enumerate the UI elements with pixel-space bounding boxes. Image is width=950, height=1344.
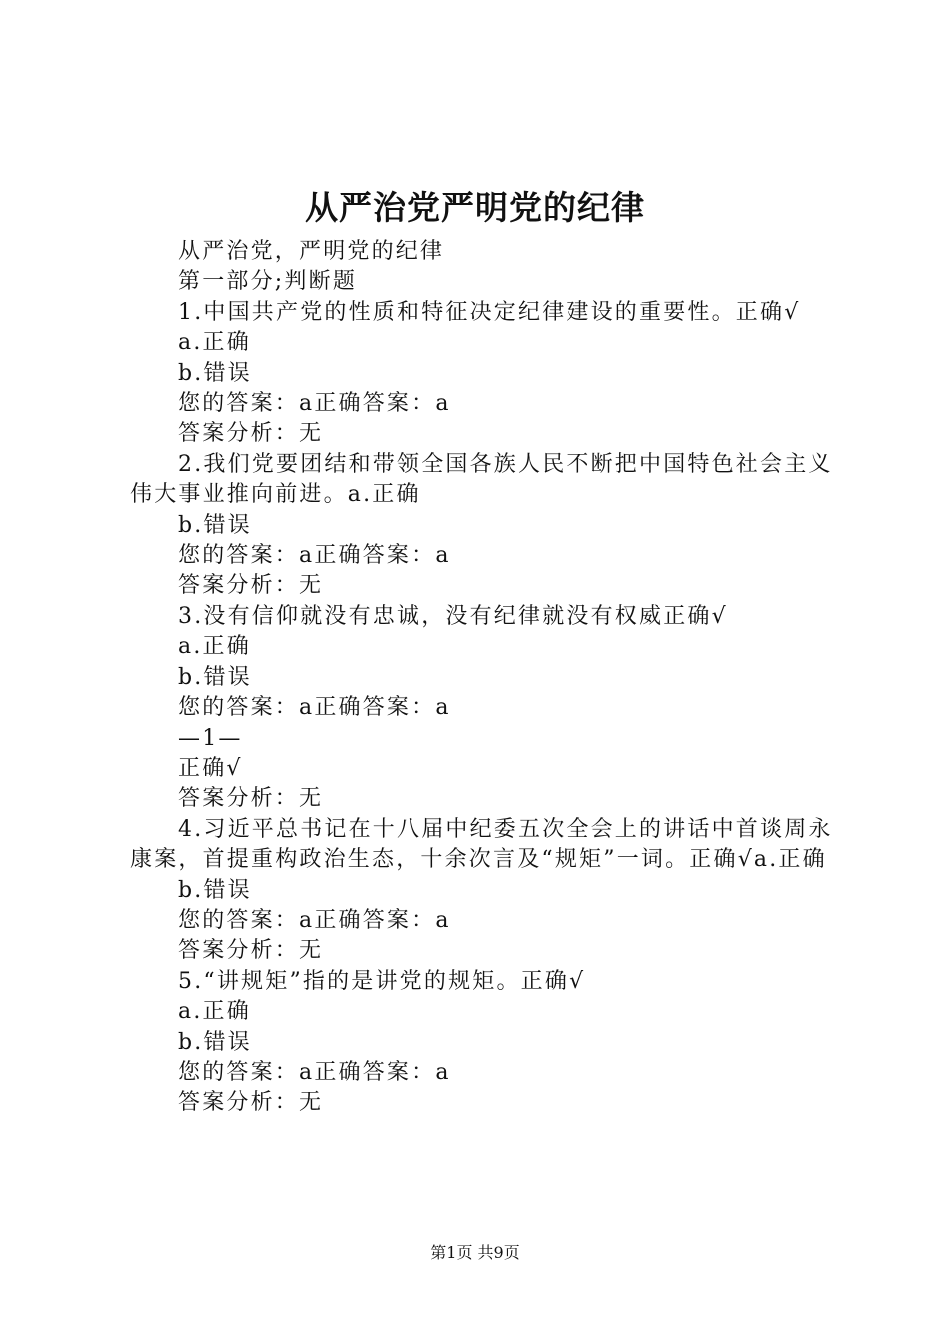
option-b: b.错误	[178, 1029, 252, 1055]
correct-mark-line: 正确√	[178, 755, 243, 781]
question-1: 1.中国共产党的性质和特征决定纪律建设的重要性。正确√	[178, 299, 801, 325]
answer-line: 您的答案：a正确答案：a	[178, 1059, 451, 1085]
question-5: 5.“讲规矩”指的是讲党的规矩。正确√	[178, 968, 586, 994]
document-title: 从严治党严明党的纪律	[305, 188, 645, 227]
question-2: 2.我们党要团结和带领全国各族人民不断把中国特色社会主义伟大事业推向前进。a.正确	[130, 451, 833, 508]
option-a: a.正确	[178, 634, 251, 660]
option-a: a.正确	[178, 330, 251, 356]
option-b: b.错误	[178, 877, 252, 903]
paragraph-section-heading: 第一部分;判断题	[178, 269, 358, 295]
page-footer: 第1页 共9页	[430, 1243, 520, 1262]
answer-line: 您的答案：a正确答案：a	[178, 907, 451, 933]
option-a: a.正确	[178, 999, 251, 1025]
answer-analysis: 答案分析：无	[178, 786, 324, 812]
answer-line: 您的答案：a正确答案：a	[178, 543, 451, 569]
answer-analysis: 答案分析：无	[178, 938, 324, 964]
answer-analysis: 答案分析：无	[178, 421, 324, 447]
question-4: 4.习近平总书记在十八届中纪委五次全会上的讲话中首谈周永康案，首提重构政治生态，十余次言及“规矩”一词。正确√a.正确	[130, 816, 833, 873]
answer-line: 您的答案：a正确答案：a	[178, 695, 451, 721]
answer-analysis: 答案分析：无	[178, 573, 324, 599]
inline-page-marker: —1—	[178, 725, 243, 751]
option-b: b.错误	[178, 360, 252, 386]
option-b: b.错误	[178, 512, 252, 538]
option-b: b.错误	[178, 664, 252, 690]
answer-line: 您的答案：a正确答案：a	[178, 391, 451, 417]
document-body	[130, 237, 834, 1119]
paragraph-subtitle: 从严治党，严明党的纪律	[178, 239, 445, 264]
question-3: 3.没有信仰就没有忠诚，没有纪律就没有权威正确√	[178, 603, 728, 629]
answer-analysis: 答案分析：无	[178, 1090, 324, 1116]
